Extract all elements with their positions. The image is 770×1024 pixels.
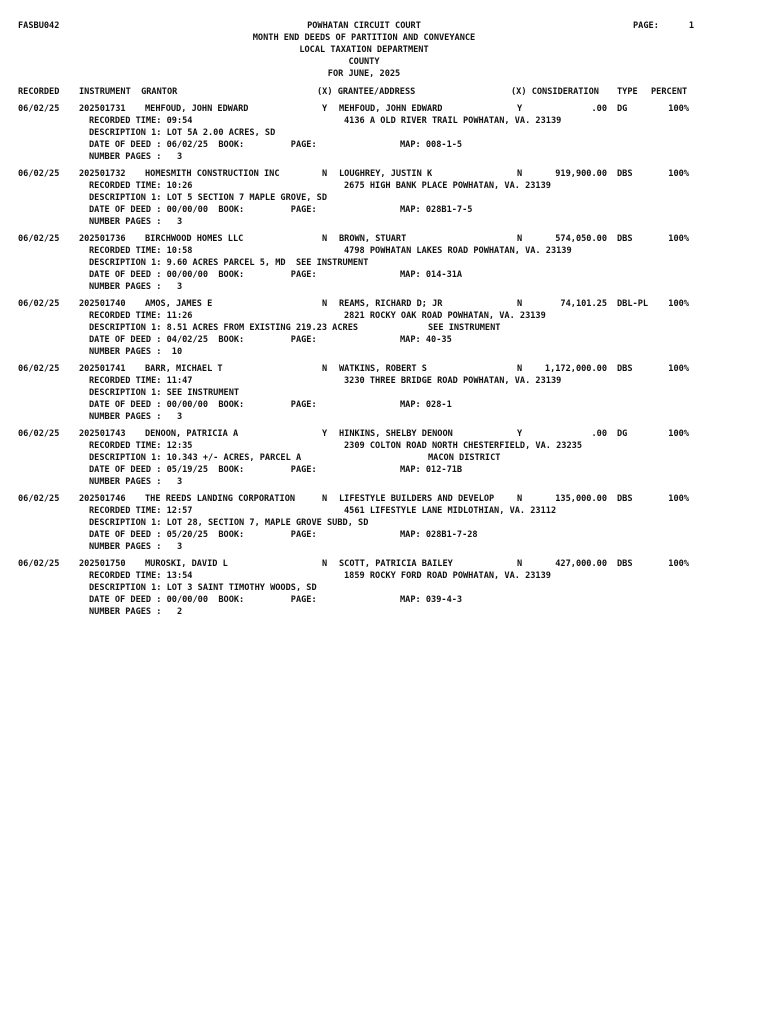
grantee-flag: N bbox=[517, 299, 523, 309]
col-percent: PERCENT bbox=[651, 87, 688, 97]
consideration-amount: 427,000.00 bbox=[555, 559, 607, 569]
grantee-name: LOUGHREY, JUSTIN K bbox=[339, 169, 433, 179]
grantor-flag: N bbox=[322, 559, 328, 569]
instrument-number: 202501736 bbox=[79, 234, 126, 244]
deed-date-book-page: DATE OF DEED : 00/00/00 BOOK: PAGE: bbox=[89, 595, 317, 605]
description: DESCRIPTION 1: SEE INSTRUMENT bbox=[89, 388, 240, 398]
grantee-name: REAMS, RICHARD D; JR bbox=[339, 299, 443, 309]
grantee-name: MEHFOUD, JOHN EDWARD bbox=[339, 104, 443, 114]
deed-type: DG bbox=[617, 104, 628, 114]
record-line-4 bbox=[0, 594, 770, 606]
deed-date-book-page: DATE OF DEED : 00/00/00 BOOK: PAGE: bbox=[89, 400, 317, 410]
deed-type: DBS bbox=[617, 364, 633, 374]
instrument-number: 202501743 bbox=[79, 429, 126, 439]
description: DESCRIPTION 1: 8.51 ACRES FROM EXISTING 219.23 ACRES bbox=[89, 323, 359, 333]
deed-type: DBL-PL bbox=[617, 299, 649, 309]
recorded-date: 06/02/25 bbox=[18, 559, 60, 569]
deed-percent: 100% bbox=[668, 429, 689, 439]
consideration-amount: 1,172,000.00 bbox=[544, 364, 607, 374]
header-line-2 bbox=[0, 32, 770, 44]
recorded-time: RECORDED TIME: 11:47 bbox=[89, 376, 193, 386]
grantee-flag: Y bbox=[517, 104, 523, 114]
record-line-2 bbox=[0, 310, 770, 322]
record-line-2 bbox=[0, 180, 770, 192]
recorded-date: 06/02/25 bbox=[18, 429, 60, 439]
col-recorded: RECORDED bbox=[18, 87, 60, 97]
number-pages: NUMBER PAGES : 3 bbox=[89, 217, 183, 227]
col-consideration: (X) CONSIDERATION bbox=[511, 87, 599, 97]
description: DESCRIPTION 1: LOT 5A 2.00 ACRES, SD bbox=[89, 128, 276, 138]
map-reference: MAP: 008-1-5 bbox=[400, 140, 463, 150]
record-line-1 bbox=[0, 363, 770, 375]
description: DESCRIPTION 1: 10.343 +/- ACRES, PARCEL A bbox=[89, 453, 302, 463]
grantor-flag: N bbox=[322, 234, 328, 244]
record-line-3 bbox=[0, 517, 770, 529]
grantee-flag: N bbox=[517, 364, 523, 374]
record-line-5 bbox=[0, 151, 770, 163]
description: DESCRIPTION 1: LOT 28, SECTION 7, MAPLE GROVE SUBD, SD bbox=[89, 518, 369, 528]
recorded-time: RECORDED TIME: 13:54 bbox=[89, 571, 193, 581]
header-line-3 bbox=[0, 44, 770, 56]
description-extra: SEE INSTRUMENT bbox=[428, 323, 501, 333]
recorded-date: 06/02/25 bbox=[18, 299, 60, 309]
grantee-address: 4136 A OLD RIVER TRAIL POWHATAN, VA. 23139 bbox=[344, 116, 562, 126]
grantee-flag: Y bbox=[517, 429, 523, 439]
grantee-name: HINKINS, SHELBY DENOON bbox=[339, 429, 453, 439]
grantee-address: 4561 LIFESTYLE LANE MIDLOTHIAN, VA. 23112 bbox=[344, 506, 557, 516]
record-line-2 bbox=[0, 505, 770, 517]
grantee-flag: N bbox=[517, 169, 523, 179]
record-line-4 bbox=[0, 204, 770, 216]
instrument-number: 202501750 bbox=[79, 559, 126, 569]
record-line-2 bbox=[0, 570, 770, 582]
deed-date-book-page: DATE OF DEED : 06/02/25 BOOK: PAGE: bbox=[89, 140, 317, 150]
record-line-4 bbox=[0, 464, 770, 476]
grantor-flag: N bbox=[322, 169, 328, 179]
grantee-name: BROWN, STUART bbox=[339, 234, 407, 244]
description: DESCRIPTION 1: LOT 5 SECTION 7 MAPLE GROVE, SD bbox=[89, 193, 327, 203]
instrument-number: 202501740 bbox=[79, 299, 126, 309]
grantee-address: 2675 HIGH BANK PLACE POWHATAN, VA. 23139 bbox=[344, 181, 551, 191]
instrument-number: 202501746 bbox=[79, 494, 126, 504]
number-pages: NUMBER PAGES : 3 bbox=[89, 477, 183, 487]
description-extra: MACON DISTRICT bbox=[428, 453, 501, 463]
grantor-name: MEHFOUD, JOHN EDWARD bbox=[145, 104, 249, 114]
consideration-amount: 135,000.00 bbox=[555, 494, 607, 504]
page-label: PAGE: bbox=[633, 21, 659, 31]
number-pages: NUMBER PAGES : 3 bbox=[89, 412, 183, 422]
grantor-name: BARR, MICHAEL T bbox=[145, 364, 223, 374]
deed-percent: 100% bbox=[668, 234, 689, 244]
map-reference: MAP: 014-31A bbox=[400, 270, 463, 280]
header-line-1 bbox=[0, 20, 770, 32]
record-line-1 bbox=[0, 233, 770, 245]
recorded-date: 06/02/25 bbox=[18, 364, 60, 374]
record-line-3 bbox=[0, 127, 770, 139]
deed-percent: 100% bbox=[668, 559, 689, 569]
grantor-name: BIRCHWOOD HOMES LLC bbox=[145, 234, 244, 244]
map-reference: MAP: 40-35 bbox=[400, 335, 452, 345]
number-pages: NUMBER PAGES : 3 bbox=[89, 542, 183, 552]
recorded-time: RECORDED TIME: 12:35 bbox=[89, 441, 193, 451]
number-pages: NUMBER PAGES : 2 bbox=[89, 607, 183, 617]
deed-type: DBS bbox=[617, 559, 633, 569]
record-line-2 bbox=[0, 440, 770, 452]
record-line-4 bbox=[0, 139, 770, 151]
deed-date-book-page: DATE OF DEED : 00/00/00 BOOK: PAGE: bbox=[89, 270, 317, 280]
grantee-name: WATKINS, ROBERT S bbox=[339, 364, 427, 374]
consideration-amount: 574,050.00 bbox=[555, 234, 607, 244]
map-reference: MAP: 028B1-7-5 bbox=[400, 205, 473, 215]
map-reference: MAP: 039-4-3 bbox=[400, 595, 463, 605]
grantor-flag: N bbox=[322, 364, 328, 374]
recorded-time: RECORDED TIME: 10:26 bbox=[89, 181, 193, 191]
locality-name: COUNTY bbox=[348, 57, 380, 67]
record-line-5 bbox=[0, 606, 770, 618]
grantee-flag: N bbox=[517, 559, 523, 569]
record-line-1 bbox=[0, 493, 770, 505]
report-id: FASBU042 bbox=[18, 21, 60, 31]
record-line-2 bbox=[0, 115, 770, 127]
map-reference: MAP: 028-1 bbox=[400, 400, 452, 410]
map-reference: MAP: 028B1-7-28 bbox=[400, 530, 478, 540]
record-line-4 bbox=[0, 269, 770, 281]
recorded-time: RECORDED TIME: 11:26 bbox=[89, 311, 193, 321]
instrument-number: 202501731 bbox=[79, 104, 126, 114]
recorded-time: RECORDED TIME: 09:54 bbox=[89, 116, 193, 126]
grantor-name: THE REEDS LANDING CORPORATION bbox=[145, 494, 296, 504]
header-line-5 bbox=[0, 68, 770, 80]
consideration-amount: .00 bbox=[591, 104, 607, 114]
grantor-name: MUROSKI, DAVID L bbox=[145, 559, 228, 569]
map-reference: MAP: 012-71B bbox=[400, 465, 463, 475]
record-line-1 bbox=[0, 103, 770, 115]
record-line-5 bbox=[0, 216, 770, 228]
number-pages: NUMBER PAGES : 10 bbox=[89, 347, 183, 357]
grantor-flag: N bbox=[322, 299, 328, 309]
deed-percent: 100% bbox=[668, 104, 689, 114]
recorded-time: RECORDED TIME: 12:57 bbox=[89, 506, 193, 516]
grantee-name: SCOTT, PATRICIA BAILEY bbox=[339, 559, 453, 569]
recorded-date: 06/02/25 bbox=[18, 494, 60, 504]
col-grantee-address: (X) GRANTEE/ADDRESS bbox=[317, 87, 416, 97]
department-name: LOCAL TAXATION DEPARTMENT bbox=[299, 45, 429, 55]
record-line-3 bbox=[0, 322, 770, 334]
record-line-1 bbox=[0, 168, 770, 180]
record-line-2 bbox=[0, 375, 770, 387]
col-type: TYPE bbox=[617, 87, 638, 97]
col-instrument-grantor: INSTRUMENT GRANTOR bbox=[79, 87, 178, 97]
deed-type: DG bbox=[617, 429, 628, 439]
number-pages: NUMBER PAGES : 3 bbox=[89, 152, 183, 162]
grantee-flag: N bbox=[517, 494, 523, 504]
grantee-address: 2821 ROCKY OAK ROAD POWHATAN, VA. 23139 bbox=[344, 311, 546, 321]
grantee-flag: N bbox=[517, 234, 523, 244]
grantor-flag: Y bbox=[322, 429, 328, 439]
header-line-4 bbox=[0, 56, 770, 68]
record-line-4 bbox=[0, 529, 770, 541]
deed-type: DBS bbox=[617, 169, 633, 179]
record-line-3 bbox=[0, 257, 770, 269]
record-line-1 bbox=[0, 558, 770, 570]
grantee-address: 2309 COLTON ROAD NORTH CHESTERFIELD, VA. 23235 bbox=[344, 441, 582, 451]
grantee-address: 1859 ROCKY FORD ROAD POWHATAN, VA. 23139 bbox=[344, 571, 551, 581]
consideration-amount: 74,101.25 bbox=[560, 299, 607, 309]
grantee-address: 4798 POWHATAN LAKES ROAD POWHATAN, VA. 23139 bbox=[344, 246, 572, 256]
record-line-3 bbox=[0, 387, 770, 399]
record-line-4 bbox=[0, 334, 770, 346]
record-line-5 bbox=[0, 346, 770, 358]
deed-percent: 100% bbox=[668, 169, 689, 179]
recorded-time: RECORDED TIME: 10:58 bbox=[89, 246, 193, 256]
consideration-amount: 919,900.00 bbox=[555, 169, 607, 179]
record-line-1 bbox=[0, 428, 770, 440]
instrument-number: 202501732 bbox=[79, 169, 126, 179]
record-line-2 bbox=[0, 245, 770, 257]
record-line-3 bbox=[0, 192, 770, 204]
record-line-4 bbox=[0, 399, 770, 411]
recorded-date: 06/02/25 bbox=[18, 234, 60, 244]
record-line-5 bbox=[0, 541, 770, 553]
page-number: 1 bbox=[688, 21, 694, 31]
description: DESCRIPTION 1: 9.60 ACRES PARCEL 5, MD SEE INSTRUMENT bbox=[89, 258, 369, 268]
deed-percent: 100% bbox=[668, 364, 689, 374]
record-line-1 bbox=[0, 298, 770, 310]
deed-date-book-page: DATE OF DEED : 05/19/25 BOOK: PAGE: bbox=[89, 465, 317, 475]
grantor-flag: N bbox=[322, 494, 328, 504]
deed-percent: 100% bbox=[668, 494, 689, 504]
column-header-row bbox=[0, 86, 770, 98]
description: DESCRIPTION 1: LOT 3 SAINT TIMOTHY WOODS, SD bbox=[89, 583, 317, 593]
deed-date-book-page: DATE OF DEED : 05/20/25 BOOK: PAGE: bbox=[89, 530, 317, 540]
court-name: POWHATAN CIRCUIT COURT bbox=[307, 21, 421, 31]
deed-date-book-page: DATE OF DEED : 04/02/25 BOOK: PAGE: bbox=[89, 335, 317, 345]
deed-percent: 100% bbox=[668, 299, 689, 309]
grantor-name: HOMESMITH CONSTRUCTION INC bbox=[145, 169, 280, 179]
record-line-5 bbox=[0, 281, 770, 293]
record-line-3 bbox=[0, 582, 770, 594]
record-line-5 bbox=[0, 476, 770, 488]
record-line-3 bbox=[0, 452, 770, 464]
consideration-amount: .00 bbox=[591, 429, 607, 439]
grantor-name: AMOS, JAMES E bbox=[145, 299, 213, 309]
deed-date-book-page: DATE OF DEED : 00/00/00 BOOK: PAGE: bbox=[89, 205, 317, 215]
recorded-date: 06/02/25 bbox=[18, 104, 60, 114]
record-line-5 bbox=[0, 411, 770, 423]
grantor-flag: Y bbox=[322, 104, 328, 114]
recorded-date: 06/02/25 bbox=[18, 169, 60, 179]
grantor-name: DENOON, PATRICIA A bbox=[145, 429, 239, 439]
grantee-address: 3230 THREE BRIDGE ROAD POWHATAN, VA. 23139 bbox=[344, 376, 562, 386]
number-pages: NUMBER PAGES : 3 bbox=[89, 282, 183, 292]
report-period: FOR JUNE, 2025 bbox=[327, 69, 401, 79]
deed-type: DBS bbox=[617, 234, 633, 244]
report-title: MONTH END DEEDS OF PARTITION AND CONVEYANCE bbox=[252, 33, 476, 43]
deed-type: DBS bbox=[617, 494, 633, 504]
grantee-name: LIFESTYLE BUILDERS AND DEVELOP bbox=[339, 494, 495, 504]
instrument-number: 202501741 bbox=[79, 364, 126, 374]
